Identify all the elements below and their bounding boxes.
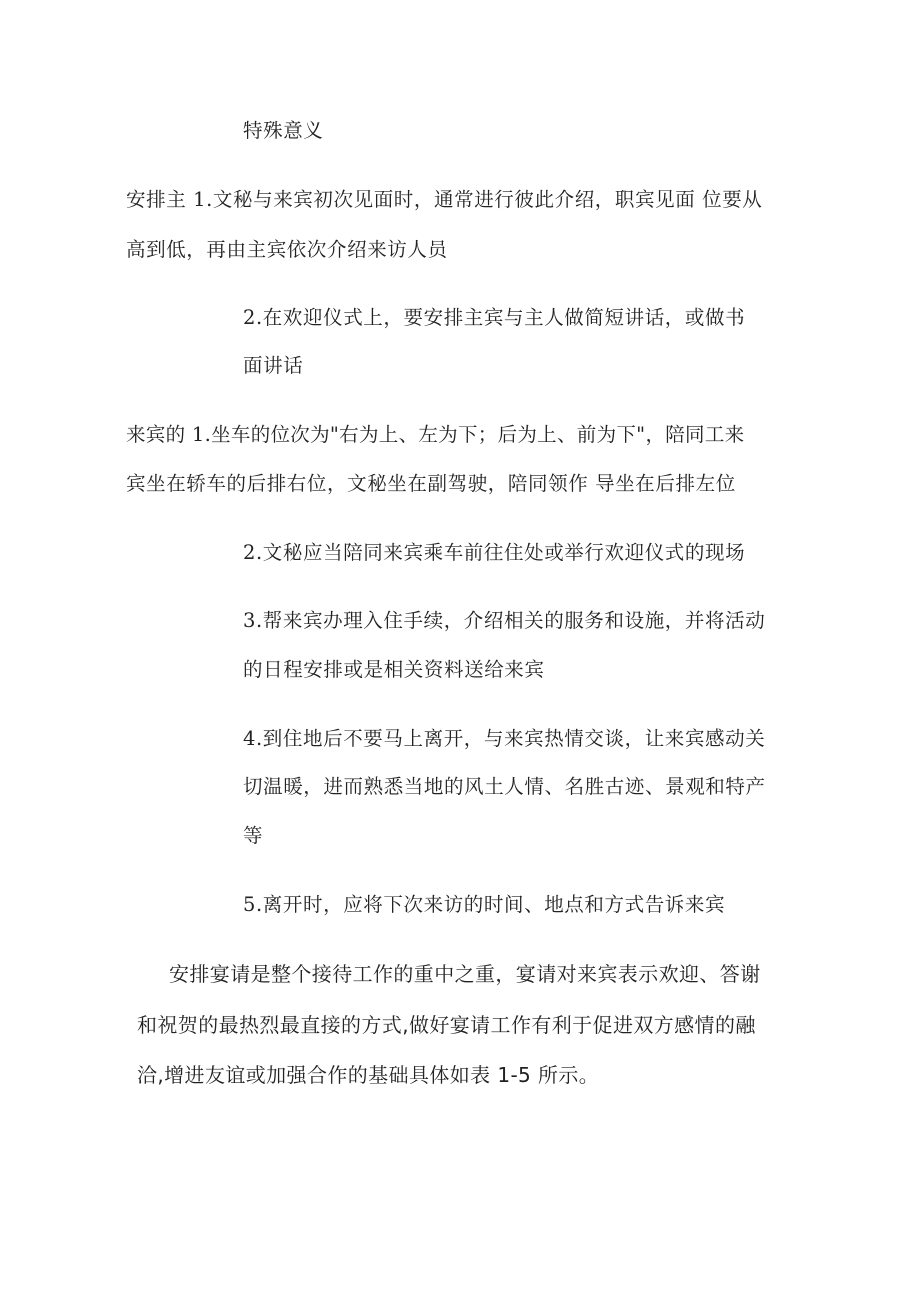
text-line: 宾坐在轿车的后排右位，文秘坐在副驾驶，陪同领作 导坐在后排左位 [126,472,736,495]
text-line: 高到低，再由主宾依次介绍来访人员 [126,238,448,261]
paragraph-line: 和祝贺的最热烈最直接的方式,做好宴请工作有利于促进双方感情的融 [137,1013,756,1037]
text-line: 的日程安排或是相关资料送给来宾 [243,658,545,681]
text-line: 等 [243,824,264,847]
text-line: 面讲话 [243,354,304,377]
text-line: 2.在欢迎仪式上，要安排主宾与主人做简短讲话，或做书 [243,306,746,329]
section-heading: 特殊意义 [243,119,324,142]
list-item: 5.离开时，应将下次来访的时间、地点和方式告诉来宾 [243,893,726,916]
text-line: 切温暖，进而熟悉当地的风土人情、名胜古迹、景观和特产 [243,775,766,798]
list-item: 3.帮来宾办理入住手续，介绍相关的服务和设施，并将活动 [243,609,766,632]
text-line: 来宾的 1.坐车的位次为"右为上、左为下；后为上、前为下"，陪同工来 [126,423,745,446]
list-item: 2.文秘应当陪同来宾乘车前往住处或举行欢迎仪式的现场 [243,541,746,564]
paragraph-line: 洽,增进友谊或加强合作的基础具体如表 1-5 所示。 [137,1063,600,1087]
list-item: 4.到住地后不要马上离开，与来宾热情交谈，让来宾感动关 [243,727,766,750]
text-line: 安排主 1.文秘与来宾初次见面时，通常进行彼此介绍，职宾见面 位要从 [126,188,763,211]
paragraph-line: 安排宴请是整个接待工作的重中之重，宴请对来宾表示欢迎、答谢 [169,962,761,986]
